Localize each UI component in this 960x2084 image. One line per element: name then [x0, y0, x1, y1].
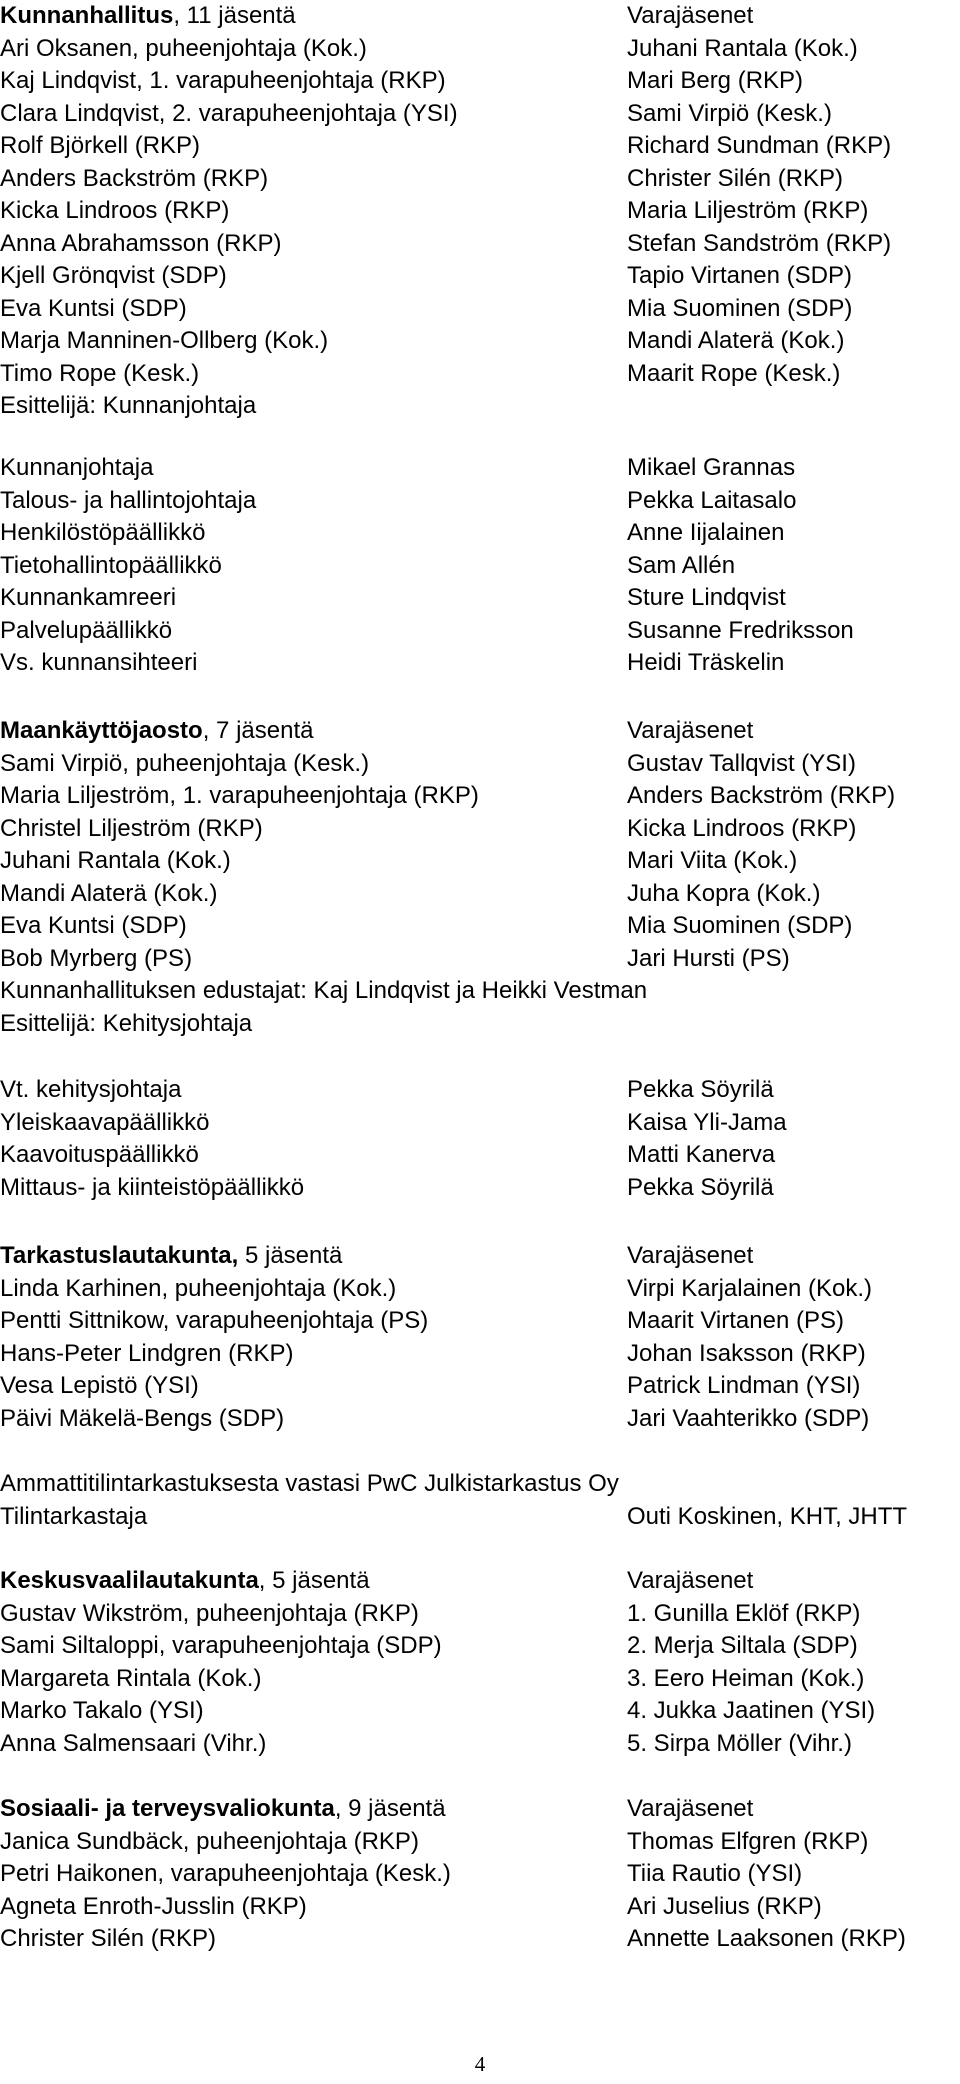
document-line: [0, 1338, 960, 1370]
member-name: [0, 0, 296, 32]
member-name: [0, 1891, 307, 1923]
document-line: [0, 1172, 960, 1204]
member-name: [0, 485, 256, 517]
member-text: Juhani Rantala (Kok.): [0, 847, 231, 874]
member-name: [0, 1923, 216, 1955]
deputy-name: Pekka Laitasalo: [627, 486, 797, 514]
member-text: Maria Liljeström, 1. varapuheenjohtaja (RKP): [0, 782, 479, 809]
document-line: [0, 813, 960, 845]
member-text: Agneta Enroth-Jusslin (RKP): [0, 1892, 307, 1920]
member-text: Vs. kunnansihteeri: [0, 649, 198, 676]
section-heading: Keskusvaalilautakunta: [0, 1567, 259, 1594]
member-name: [0, 228, 281, 260]
member-text: Margareta Rintala (Kok.): [0, 1664, 262, 1692]
deputy-name: Outi Koskinen, KHT, JHTT: [627, 1502, 908, 1530]
member-text: Hans-Peter Lindgren (RKP): [0, 1339, 294, 1367]
deputy-name: Mari Viita (Kok.): [627, 847, 798, 874]
document-line: [0, 485, 960, 517]
member-name: [0, 358, 199, 390]
member-name: [0, 1370, 199, 1402]
document-line: [0, 647, 960, 679]
member-name: [0, 163, 268, 195]
document-line: [0, 0, 960, 32]
member-name: [0, 780, 479, 812]
section-heading: Kunnanhallitus: [0, 2, 174, 29]
deputy-name: 4. Jukka Jaatinen (YSI): [627, 1697, 876, 1724]
document-line: [0, 1891, 960, 1923]
deputy-name: Kicka Lindroos (RKP): [627, 814, 857, 842]
deputy-name: 2. Merja Siltala (SDP): [627, 1632, 858, 1659]
member-name: [0, 910, 187, 942]
deputy-name: Annette Laaksonen (RKP): [627, 1925, 906, 1952]
member-text: Anna Abrahamsson (RKP): [0, 229, 282, 257]
member-name: [0, 1598, 419, 1630]
member-name: [0, 582, 176, 614]
member-name: [0, 1107, 209, 1139]
member-name: [0, 452, 153, 484]
member-text: Timo Rope (Kesk.): [0, 359, 200, 387]
line-text: Ammattitilintarkastuksesta vastasi PwC Julkistarkastus Oy: [0, 1470, 619, 1497]
member-text: Vt. kehitysjohtaja: [0, 1076, 182, 1103]
deputy-name: Mikael Grannas: [627, 454, 796, 481]
member-text: Janica Sundbäck, puheenjohtaja (RKP): [0, 1827, 419, 1855]
member-text: Marja Manninen-Ollberg (Kok.): [0, 327, 329, 354]
document-line: [0, 358, 960, 390]
deputy-name: Mari Berg (RKP): [627, 67, 804, 94]
document-line: [0, 845, 960, 877]
deputy-name: Johan Isaksson (RKP): [627, 1339, 866, 1367]
document-line: [0, 130, 960, 162]
deputy-name: 1. Gunilla Eklöf (RKP): [627, 1599, 861, 1627]
member-text: Palvelupäällikkö: [0, 616, 173, 644]
deputy-name: Ari Juselius (RKP): [627, 1892, 822, 1920]
member-name: [0, 195, 229, 227]
member-text: Yleiskaavapäällikkö: [0, 1108, 210, 1136]
document-line: [0, 390, 960, 422]
document-line: [0, 1501, 960, 1533]
member-name: [0, 1826, 419, 1858]
member-name: [0, 845, 231, 877]
member-name: [0, 33, 367, 65]
member-name: [0, 1793, 446, 1825]
document-line: [0, 582, 960, 614]
deputy-name: Jari Hursti (PS): [627, 944, 790, 972]
member-text: Tilintarkastaja: [0, 1502, 148, 1530]
deputy-name: Jari Vaahterikko (SDP): [627, 1404, 870, 1432]
deputy-name: Christer Silén (RKP): [627, 164, 844, 192]
member-name: [0, 615, 172, 647]
document-line: [0, 1826, 960, 1858]
member-text: Talous- ja hallintojohtaja: [0, 486, 257, 514]
member-name: [0, 1501, 147, 1533]
section-heading: Tarkastuslautakunta,: [0, 1242, 239, 1269]
document-line: [0, 910, 960, 942]
document-line: [0, 1107, 960, 1139]
member-text: Christer Silén (RKP): [0, 1925, 217, 1952]
document-line: [0, 293, 960, 325]
document-line: [0, 1728, 960, 1760]
document-line: [0, 943, 960, 975]
member-name: [0, 1139, 199, 1171]
member-text: Kunnankamreeri: [0, 584, 177, 611]
document-line: [0, 195, 960, 227]
member-name: [0, 260, 227, 292]
member-name: [0, 1565, 370, 1597]
deputy-name: Mia Suominen (SDP): [627, 912, 853, 939]
document-line: [0, 1858, 960, 1890]
deputy-name: Stefan Sandström (RKP): [627, 229, 892, 257]
member-text: Ari Oksanen, puheenjohtaja (Kok.): [0, 34, 367, 62]
deputy-name: Sture Lindqvist: [627, 584, 786, 611]
document-line: [0, 260, 960, 292]
member-text: Linda Karhinen, puheenjohtaja (Kok.): [0, 1274, 397, 1302]
member-text: Bob Myrberg (PS): [0, 944, 193, 972]
document-line: [0, 975, 960, 1007]
member-name: [0, 325, 328, 357]
member-text: Pentti Sittnikow, varapuheenjohtaja (PS): [0, 1307, 429, 1334]
member-name: [0, 748, 369, 780]
document-line: [0, 1630, 960, 1662]
deputy-name: Varajäsenet: [627, 717, 754, 744]
deputy-name: Patrick Lindman (YSI): [627, 1372, 861, 1399]
document-line: [0, 1139, 960, 1171]
member-text: , 7 jäsentä: [202, 717, 314, 744]
member-name: [0, 1273, 396, 1305]
deputy-name: Richard Sundman (RKP): [627, 132, 892, 159]
deputy-name: Varajäsenet: [627, 1567, 754, 1594]
member-name: [0, 1172, 304, 1204]
document-line: [0, 228, 960, 260]
member-text: Henkilöstöpäällikkö: [0, 519, 206, 546]
member-name: [0, 1858, 451, 1890]
member-name: [0, 1630, 442, 1662]
document-line: [0, 615, 960, 647]
member-text: Christel Liljeström (RKP): [0, 814, 263, 842]
member-text: , 11 jäsentä: [173, 2, 296, 29]
member-text: Mittaus- ja kiinteistöpäällikkö: [0, 1173, 305, 1201]
member-name: [0, 1695, 204, 1727]
member-text: Eva Kuntsi (SDP): [0, 912, 187, 939]
member-name: [0, 550, 222, 582]
document-line: [0, 1598, 960, 1630]
member-text: Kicka Lindroos (RKP): [0, 197, 230, 224]
member-text: Anna Salmensaari (Vihr.): [0, 1729, 267, 1757]
document-line: [0, 1565, 960, 1597]
document-line: [0, 1008, 960, 1040]
document-line: [0, 1273, 960, 1305]
document-line: [0, 517, 960, 549]
member-text: Kaj Lindqvist, 1. varapuheenjohtaja (RKP): [0, 67, 446, 94]
deputy-name: Tapio Virtanen (SDP): [627, 262, 852, 289]
member-text: Kaavoituspäällikkö: [0, 1141, 199, 1168]
deputy-name: Pekka Söyrilä: [627, 1076, 774, 1103]
deputy-name: Mandi Alaterä (Kok.): [627, 327, 845, 354]
document-line: [0, 1074, 960, 1106]
member-text: , 5 jäsentä: [258, 1567, 370, 1594]
member-text: Tietohallintopäällikkö: [0, 551, 222, 579]
member-text: Päivi Mäkelä-Bengs (SDP): [0, 1404, 285, 1432]
section-heading: Maankäyttöjaosto: [0, 717, 203, 744]
member-text: Petri Haikonen, varapuheenjohtaja (Kesk.): [0, 1860, 451, 1887]
line-text: Esittelijä: Kunnanjohtaja: [0, 392, 257, 419]
deputy-name: Thomas Elfgren (RKP): [627, 1827, 869, 1855]
document-line: [0, 748, 960, 780]
document-line: [0, 98, 960, 130]
document-line: [0, 1793, 960, 1825]
member-name: [0, 1074, 181, 1106]
member-text: Eva Kuntsi (SDP): [0, 294, 187, 322]
line-text: Esittelijä: Kehitysjohtaja: [0, 1009, 253, 1037]
deputy-name: Gustav Tallqvist (YSI): [627, 749, 856, 777]
deputy-name: Maarit Virtanen (PS): [627, 1307, 844, 1334]
member-name: [0, 65, 446, 97]
member-text: Rolf Björkell (RKP): [0, 132, 201, 159]
member-name: [0, 1305, 428, 1337]
deputy-name: Virpi Karjalainen (Kok.): [627, 1274, 873, 1302]
deputy-name: Anne Iijalainen: [627, 519, 785, 546]
document-line: [0, 1370, 960, 1402]
document-line: [0, 780, 960, 812]
deputy-name: Mia Suominen (SDP): [627, 294, 853, 322]
document-line: [0, 1695, 960, 1727]
document-line: [0, 1923, 960, 1955]
document-line: [0, 452, 960, 484]
deputy-name: 5. Sirpa Möller (Vihr.): [627, 1729, 852, 1757]
member-name: [0, 943, 192, 975]
deputy-name: Anders Backström (RKP): [627, 782, 896, 809]
deputy-name: Susanne Fredriksson: [627, 616, 854, 644]
deputy-name: Juhani Rantala (Kok.): [627, 34, 858, 62]
document-line: [0, 163, 960, 195]
member-name: [0, 517, 205, 549]
deputy-name: Heidi Träskelin: [627, 649, 785, 676]
document-line: [0, 715, 960, 747]
document-line: [0, 550, 960, 582]
page-number: 4: [474, 2052, 486, 2076]
member-text: Clara Lindqvist, 2. varapuheenjohtaja (YSI): [0, 99, 458, 127]
member-text: 5 jäsentä: [238, 1242, 343, 1269]
member-text: Mandi Alaterä (Kok.): [0, 879, 218, 907]
member-text: , 9 jäsentä: [334, 1795, 446, 1822]
document-line: [0, 1240, 960, 1272]
member-text: Gustav Wikström, puheenjohtaja (RKP): [0, 1599, 419, 1627]
document-line: [0, 1468, 960, 1500]
member-name: [0, 1240, 342, 1272]
document-line: [0, 1663, 960, 1695]
deputy-name: Maarit Rope (Kesk.): [627, 359, 841, 387]
member-name: [0, 98, 458, 130]
deputy-name: Matti Kanerva: [627, 1141, 776, 1168]
document-line: [0, 65, 960, 97]
deputy-name: Varajäsenet: [627, 1795, 754, 1822]
member-text: Kjell Grönqvist (SDP): [0, 262, 227, 289]
member-name: [0, 813, 263, 845]
deputy-name: Sami Virpiö (Kesk.): [627, 99, 832, 127]
deputy-name: Sam Allén: [627, 551, 736, 579]
member-name: [0, 715, 313, 747]
member-name: [0, 293, 187, 325]
deputy-name: Varajäsenet: [627, 2, 754, 29]
document-line: [0, 1305, 960, 1337]
member-text: Kunnanjohtaja: [0, 454, 154, 481]
member-name: [0, 1403, 284, 1435]
member-name: [0, 1663, 261, 1695]
section-heading: Sosiaali- ja terveysvaliokunta: [0, 1795, 335, 1822]
member-text: Anders Backström (RKP): [0, 164, 269, 192]
member-name: [0, 1338, 293, 1370]
document-line: [0, 325, 960, 357]
member-text: Sami Virpiö, puheenjohtaja (Kesk.): [0, 749, 370, 777]
deputy-name: Maria Liljeström (RKP): [627, 197, 869, 224]
document-line: [0, 1403, 960, 1435]
deputy-name: Pekka Söyrilä: [627, 1173, 774, 1201]
deputy-name: Kaisa Yli-Jama: [627, 1108, 787, 1136]
member-name: [0, 1728, 266, 1760]
member-name: [0, 130, 200, 162]
deputy-name: 3. Eero Heiman (Kok.): [627, 1664, 865, 1692]
member-name: [0, 878, 217, 910]
document-line: [0, 878, 960, 910]
member-text: Vesa Lepistö (YSI): [0, 1372, 199, 1399]
deputy-name: Tiia Rautio (YSI): [627, 1860, 803, 1887]
member-name: [0, 647, 197, 679]
document-line: [0, 33, 960, 65]
member-text: Sami Siltaloppi, varapuheenjohtaja (SDP): [0, 1632, 442, 1659]
deputy-name: Varajäsenet: [627, 1242, 754, 1269]
deputy-name: Juha Kopra (Kok.): [627, 879, 821, 907]
line-text: Kunnanhallituksen edustajat: Kaj Lindqvist ja Heikki Vestman: [0, 977, 648, 1004]
member-text: Marko Takalo (YSI): [0, 1697, 204, 1724]
